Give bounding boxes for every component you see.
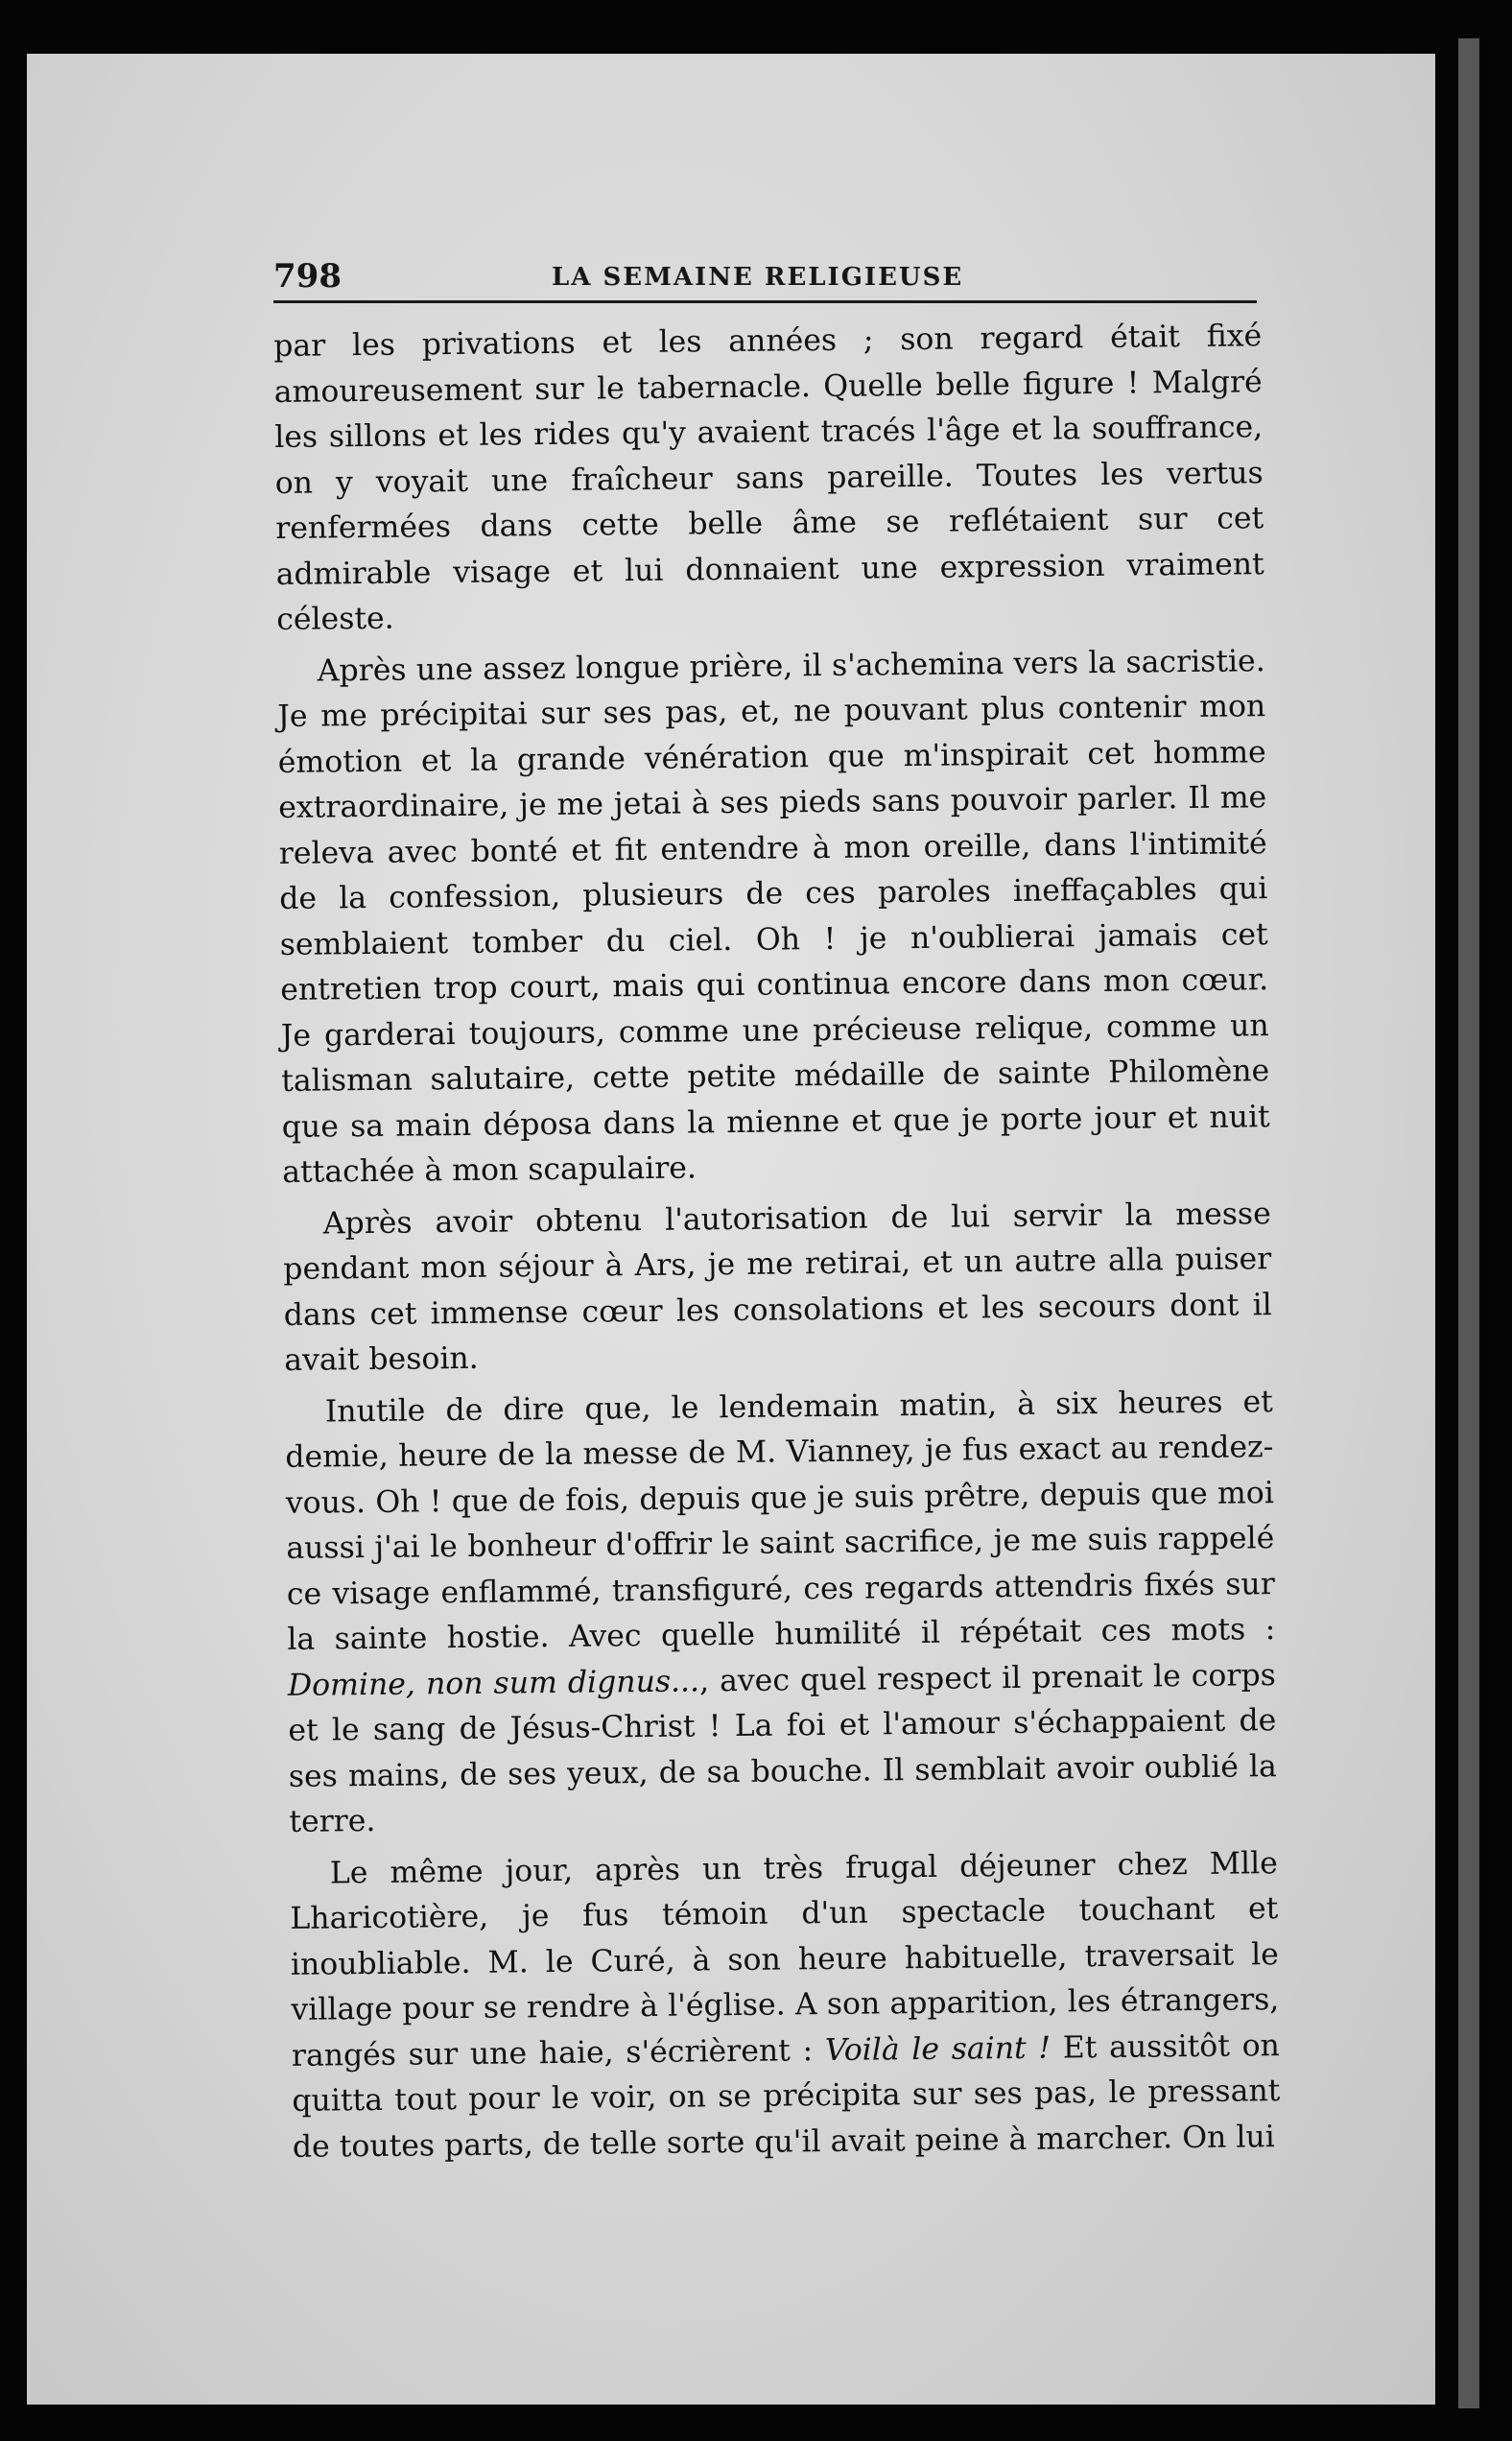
header-rule [273,300,1257,303]
paragraph-5-part-2: Et aussitôt on quitta tout pour le voir, on se précipita sur ses pas, le pressant de toutes parts, de telle sorte qu'il avait peine à marcher. On lui [292,2027,1281,2165]
paragraph-4-part-2: , avec quel respect il prenait le corps et le sang de Jésus-Christ ! La foi et l'amour s'échappaient de ses mains, de ses yeux, de sa bouche. Il semblait avoir oublié la terre. [288,1657,1277,1839]
page-header [273,257,1262,303]
next-page-edge [1458,38,1479,2408]
latin-quote: Domine, non sum dignus... [287,1663,700,1703]
body-text [273,314,1281,2176]
paragraph-4-part-1: Inutile de dire que, le lendemain matin, à six heures et demie, heure de la messe de M. Vianney, je fus exact au rendez-vous. Oh ! que de fois, depuis que je suis prêtre, depuis que moi aussi j'ai le bonheur d'offrir le saint sacrifice, je me suis rappelé ce visage enflammé, transfiguré, ces regards attendris fixés sur la sainte hostie. Avec quelle humilité il répétait ces mots : [285,1384,1276,1657]
paragraph-1: par les privations et les années ; son regard était fixé amoureusement sur le tabernacle. Quelle belle figure ! Malgré les sillons et les rides qu'y avaient tracés l'âge et la souffrance, on y voyait une fraîcheur sans pareille. Toutes les vertus renfermées dans cette belle âme se reflétaient sur cet admirable visage et lui donnaient une expression vraiment céleste. [273,319,1264,637]
page-number: 798 [273,257,342,296]
paragraph-5-part-1: Le même jour, après un très frugal déjeuner chez Mlle Lharicotière, je fus témoin d'un spectacle touchant et inoubliable. M. le Curé, à son heure habituelle, traversait le village pour se rendre à l'église. A son apparition, les étrangers, rangés sur une haie, s'écrièrent : [290,1845,1280,2074]
paragraph-4 [285,1380,1278,1846]
paragraph-3: Après avoir obtenu l'autorisation de lui servir la messe pendant mon séjour à Ars, je me retirai, et un autre alla puiser dans cet immense cœur les consolations et les secours dont il avait besoin. [283,1196,1272,1378]
paragraph-5 [290,1841,1281,2170]
running-title: LA SEMAINE RELIGIEUSE [552,263,964,292]
paragraph-2: Après une assez longue prière, il s'achemina vers la sacristie. Je me précipitai sur ses pas, et, ne pouvant plus contenir mon émotion et la grande vénération que m'inspirait cet homme extraordinaire, je me jetai à ses pieds sans pouvoir parler. Il me releva avec bonté et fit entendre à mon oreille, dans l'intimité de la confession, plusieurs de ces paroles ineffaçables qui semblaient tomber du ciel. Oh ! je n'oublierai jamais cet entretien trop court, mais qui continua encore dans mon cœur. Je garderai toujours, comme une précieuse relique, comme un talisman salutaire, cette petite médaille de sainte Philomène que sa main déposa dans la mienne et que je porte jour et nuit attachée à mon scapulaire. [277,643,1270,1190]
exclamation-quote: Voilà le saint ! [824,2030,1051,2068]
